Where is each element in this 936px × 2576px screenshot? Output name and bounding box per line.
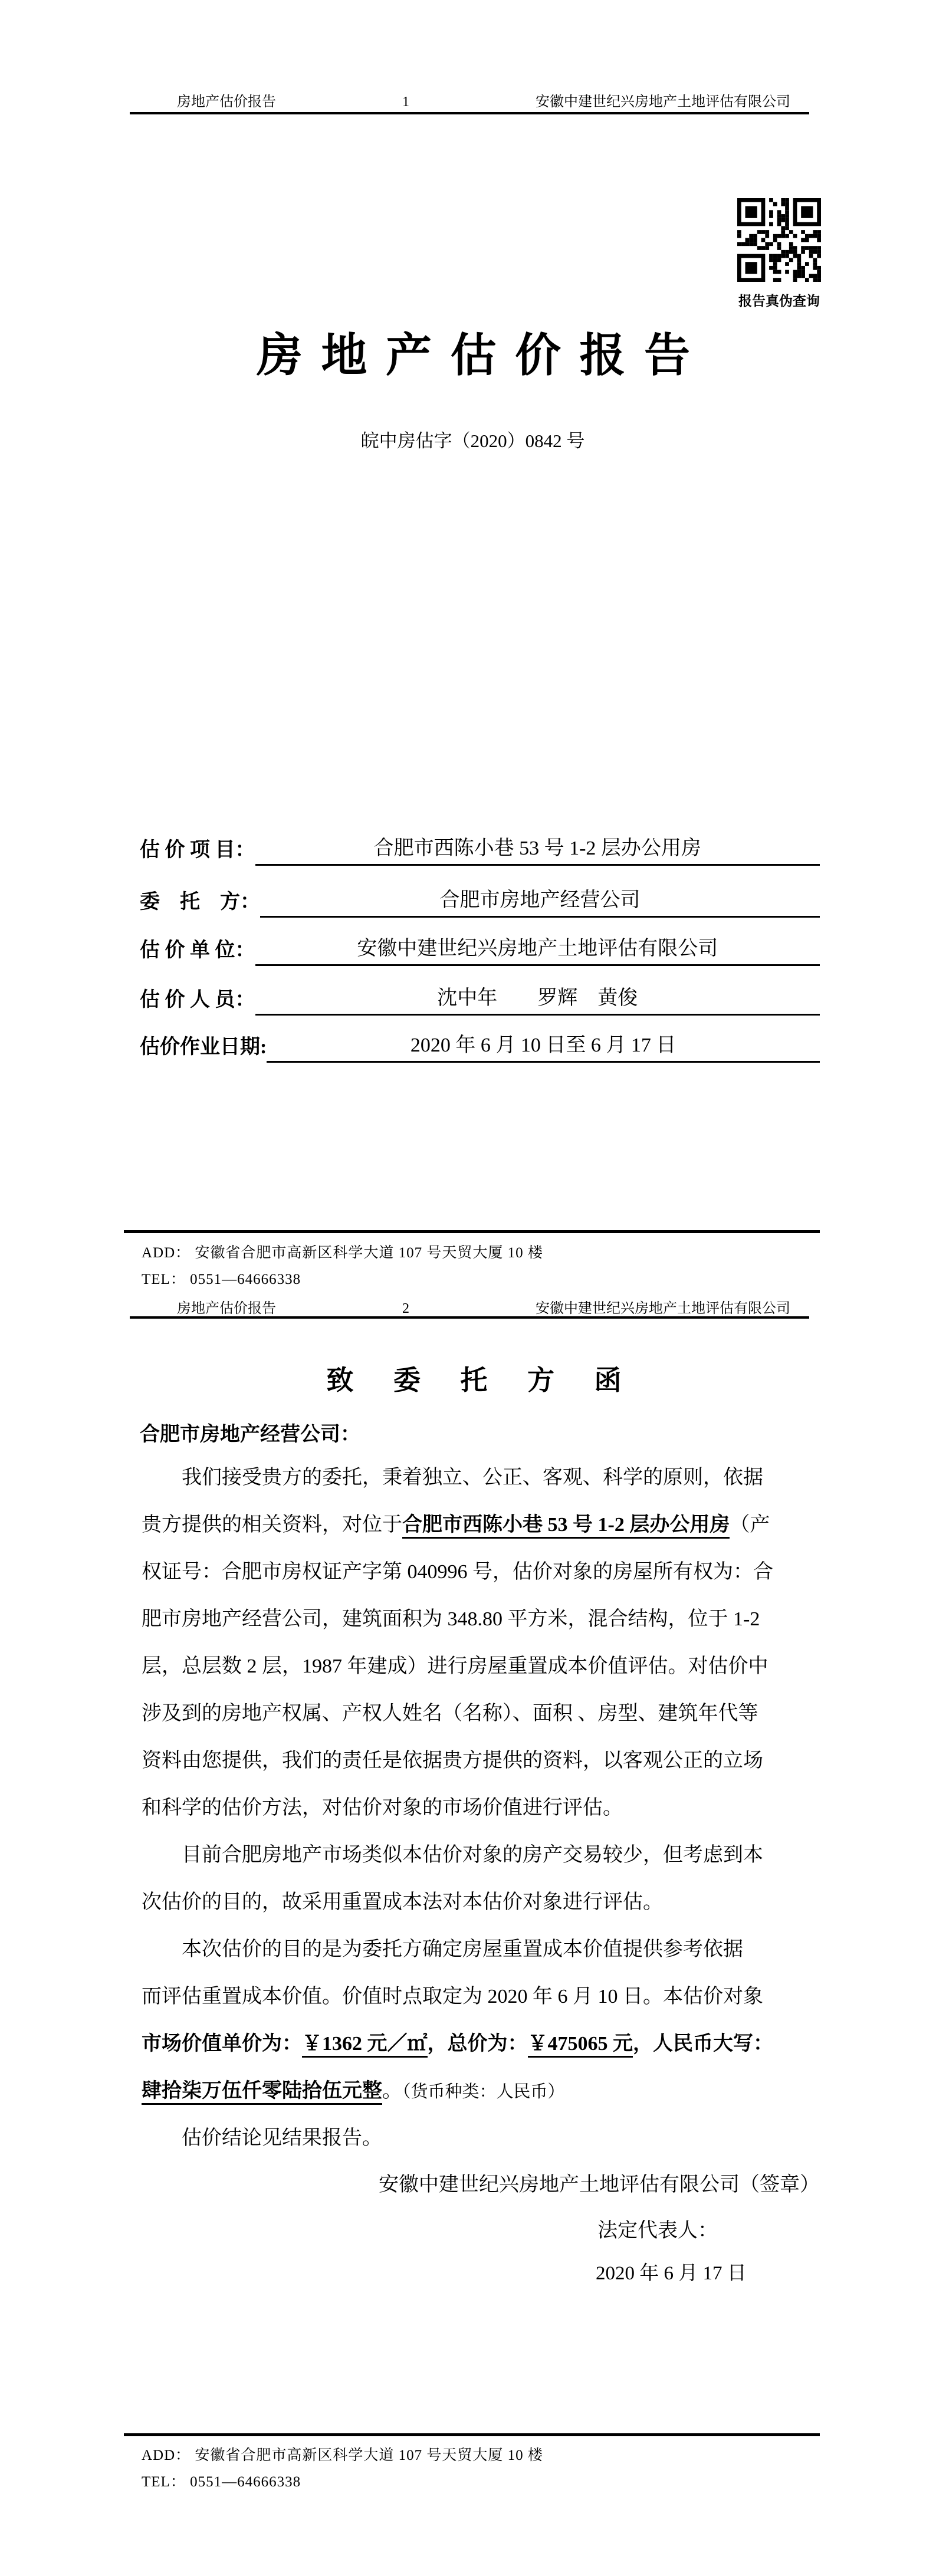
- letter-text-segment: 我们接受贵方的委托，秉着独立、公正、客观、科学的原则，依据: [142, 1467, 763, 1489]
- page2-header-page-number: 2: [402, 1301, 409, 1316]
- letter-line: [142, 1701, 826, 1727]
- field-row: [140, 886, 820, 918]
- page1-header: [177, 90, 790, 110]
- report-title: 房 地 产 估 价 报 告: [256, 330, 694, 381]
- field-value: 合肥市房地产经营公司: [260, 883, 820, 918]
- letter-text-segment: 贵方提供的相关资料，对位于: [142, 1514, 402, 1536]
- qr-caption: 报告真伪查询: [738, 294, 820, 308]
- letter-line: [142, 1559, 826, 1585]
- document-number: 皖中房估字（2020）0842 号: [360, 431, 585, 451]
- letter-text-segment: 涉及到的房地产权属、产权人姓名（名称）、面积 、房型、建筑年代等: [142, 1703, 758, 1724]
- page1-header-company: 安徽中建世纪兴房地产土地评估有限公司: [536, 94, 790, 110]
- field-label: 估 价 人 员：: [140, 989, 255, 1011]
- letter-line: [142, 1795, 826, 1821]
- field-row: [140, 1031, 820, 1063]
- letter-text-segment: 目前合肥房地产市场类似本估价对象的房产交易较少，但考虑到本: [142, 1844, 763, 1866]
- page2-header-doc-title: 房地产估价报告: [177, 1301, 276, 1316]
- page1-footer-rule: [124, 1230, 820, 1233]
- letter-text-segment: 层，总层数 2 层，1987 年建成）进行房屋重置成本价值评估。对估价中: [142, 1655, 768, 1677]
- letter-line: [142, 1512, 826, 1538]
- letter-text-segment: 权证号：合肥市房权证产字第 040996 号，估价对象的房屋所有权为：合: [142, 1561, 773, 1583]
- letter-text-segment: ，: [427, 2033, 448, 2055]
- letter-line: [142, 1984, 826, 2010]
- letter-line: [142, 1890, 826, 1915]
- closing-date: 2020 年 6 月 17 日: [596, 2263, 747, 2284]
- letter-text-segment: 而评估重置成本价值。价值时点取定为 2020 年 6 月 10 日。本估价对象: [142, 1986, 763, 2007]
- letter-text-segment: 总价为：: [447, 2033, 528, 2055]
- letter-line: [142, 2078, 826, 2105]
- page1-footer-telephone: TEL： 0551—64666338: [142, 1271, 301, 1287]
- letter-text-segment: 市场价值单价为：: [142, 2033, 302, 2055]
- letter-title: 致 委 托 方 函: [326, 1365, 638, 1395]
- field-value: 2020 年 6 月 10 日至 6 月 17 日: [267, 1029, 820, 1063]
- letter-text-segment: 次估价的目的，故采用重置成本法对本估价对象进行评估。: [142, 1891, 663, 1913]
- closing-company-signature: 安徽中建世纪兴房地产土地评估有限公司（签章）: [379, 2174, 820, 2196]
- letter-text-segment: 合肥市西陈小巷 53 号 1-2 层办公用房: [402, 1514, 730, 1539]
- field-value: 合肥市西陈小巷 53 号 1-2 层办公用房: [255, 832, 820, 866]
- page1-header-rule: [130, 112, 809, 114]
- page1-header-doc-title: 房地产估价报告: [177, 94, 276, 110]
- qr-code: [737, 198, 821, 282]
- field-value: 沈中年 罗辉 黄俊: [255, 981, 820, 1016]
- page2-footer-telephone: TEL： 0551—64666338: [142, 2474, 301, 2490]
- field-label: 委 托 方：: [140, 891, 260, 913]
- page2-footer-address: ADD： 安徽省合肥市高新区科学大道 107 号天贸大厦 10 楼: [142, 2447, 543, 2463]
- letter-line: [142, 1465, 826, 1491]
- page2-header-company: 安徽中建世纪兴房地产土地评估有限公司: [536, 1301, 790, 1316]
- letter-line: [142, 1842, 826, 1868]
- letter-line: [142, 2031, 826, 2057]
- letter-text-segment: （产: [730, 1514, 770, 1536]
- letter-line: [142, 1606, 826, 1632]
- letter-text-segment: 肥市房地产经营公司，建筑面积为 348.80 平方米，混合结构，位于 1-2: [142, 1608, 760, 1630]
- closing-legal-representative: 法定代表人：: [597, 2220, 718, 2242]
- letter-text-segment: ，: [633, 2033, 653, 2055]
- letter-text-segment: （货币种类：人民币）: [402, 2082, 565, 2101]
- letter-salutation: 合肥市房地产经营公司：: [140, 1424, 360, 1445]
- field-row: [140, 834, 820, 866]
- letter-line: [142, 2125, 826, 2151]
- page1-footer-address: ADD： 安徽省合肥市高新区科学大道 107 号天贸大厦 10 楼: [142, 1245, 543, 1261]
- letter-line: [142, 1748, 826, 1774]
- letter-text-segment: 和科学的估价方法，对估价对象的市场价值进行评估。: [142, 1797, 623, 1819]
- field-label: 估 价 项 目：: [140, 839, 255, 861]
- letter-text-segment: 人民币大写：: [653, 2033, 773, 2055]
- field-label: 估 价 单 位：: [140, 939, 255, 961]
- letter-text-segment: ￥1362 元／㎡: [302, 2033, 428, 2058]
- page2-footer-rule: [124, 2433, 820, 2436]
- page1-header-page-number: 1: [402, 94, 409, 110]
- letter-text-segment: ￥475065 元: [528, 2033, 633, 2058]
- field-value: 安徽中建世纪兴房地产土地评估有限公司: [255, 932, 820, 966]
- page2-header-rule: [130, 1316, 809, 1319]
- letter-text-segment: 估价结论见结果报告。: [142, 2127, 382, 2149]
- letter-line: [142, 1937, 826, 1963]
- field-row: [140, 984, 820, 1016]
- field-row: [140, 934, 820, 966]
- page2-header: [177, 1296, 790, 1317]
- letter-text-segment: 本次估价的目的是为委托方确定房屋重置成本价值提供参考依据: [142, 1938, 743, 1960]
- letter-text-segment: 。: [382, 2080, 402, 2102]
- letter-line: [142, 1654, 826, 1680]
- letter-text-segment: 资料由您提供，我们的责任是依据贵方提供的资料，以客观公正的立场: [142, 1750, 763, 1772]
- field-label: 估价作业日期:: [140, 1036, 267, 1058]
- letter-text-segment: 肆拾柒万伍仟零陆拾伍元整: [142, 2080, 382, 2105]
